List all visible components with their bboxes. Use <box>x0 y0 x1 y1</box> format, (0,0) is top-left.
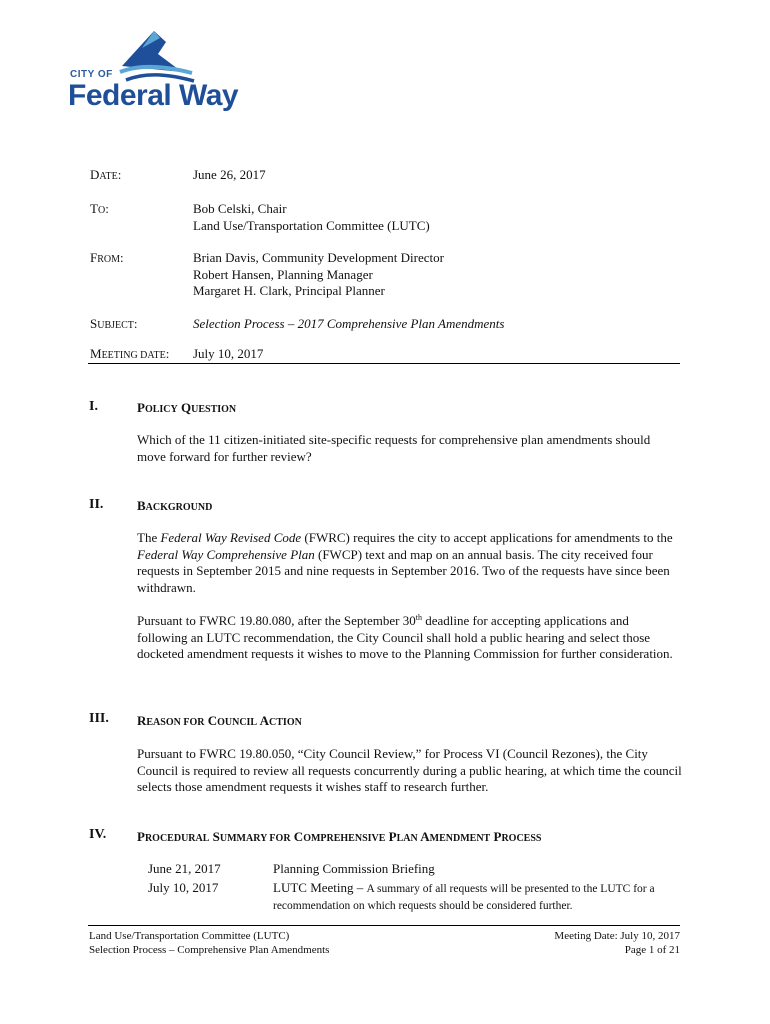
procedure-desc-detail: A summary of all requests will be presented to the LUTC for a recommendation on which requests should be considered further. <box>273 883 655 912</box>
to-line-2: Land Use/Transportation Committee (LUTC) <box>193 217 430 233</box>
section-2-paragraph-2 <box>137 613 682 663</box>
date-label: DATE: <box>90 167 122 182</box>
procedure-desc-lead: LUTC Meeting – <box>273 880 367 895</box>
procedure-description: Planning Commission Briefing <box>273 861 435 876</box>
subject-label: SUBJECT: <box>90 316 138 331</box>
section-3-title: REASON FOR COUNCIL ACTION <box>137 713 302 728</box>
procedure-date: June 21, 2017 <box>148 861 221 876</box>
meeting-date-label: MEETING DATE: <box>90 346 170 361</box>
fwcp-title: Federal Way Comprehensive Plan <box>137 546 315 562</box>
to-label: TO: <box>90 201 109 216</box>
fwrc-title: Federal Way Revised Code <box>160 530 302 545</box>
from-line-1: Brian Davis, Community Development Director <box>193 250 444 265</box>
section-2-number: II. <box>89 497 104 512</box>
logo-federal-way: Federal Way <box>68 79 239 112</box>
text-run: (FWRC) requires the city to accept applications for amendments to the <box>301 530 673 545</box>
date-value: June 26, 2017 <box>193 167 266 182</box>
footer-subject: Selection Process – Comprehensive Plan Amendments <box>89 944 330 956</box>
footer-committee: Land Use/Transportation Committee (LUTC) <box>89 930 290 942</box>
from-line-2: Robert Hansen, Planning Manager <box>193 266 373 282</box>
from-value <box>193 250 444 300</box>
section-2-paragraph-1 <box>137 530 682 596</box>
section-1-title: POLICY QUESTION <box>137 400 237 415</box>
text-run: The <box>137 530 161 545</box>
footer-left <box>89 929 329 957</box>
footer-page-number: Page 1 of 21 <box>624 944 680 956</box>
text-run: Pursuant to FWRC 19.80.080, after the September 30 <box>137 613 416 628</box>
section-3-number: III. <box>89 711 109 726</box>
procedure-date: July 10, 2017 <box>148 880 219 895</box>
section-1-text: Which of the 11 citizen-initiated site-specific requests for comprehensive plan amendments should move forward for further review? <box>137 432 651 464</box>
from-line-3: Margaret H. Clark, Principal Planner <box>193 283 385 298</box>
from-label: FROM: <box>90 250 124 265</box>
footer-divider <box>88 925 680 926</box>
section-4-title: PROCEDURAL SUMMARY FOR COMPREHENSIVE PLAN AMENDMENT PROCESS <box>137 829 542 844</box>
section-4-number: IV. <box>89 827 107 842</box>
to-value <box>193 201 430 234</box>
ordinal-suffix: th <box>415 613 422 622</box>
section-1-number: I. <box>89 399 98 414</box>
section-3-text: Pursuant to FWRC 19.80.050, “City Council Review,” for Process VI (Council Rezones), the City Council is required to review all requests concurrently during a public hearing, at which time the council selects those amendment requests it wishes staff to research further. <box>137 746 682 794</box>
subject-value: Selection Process – 2017 Comprehensive Plan Amendments <box>193 316 505 331</box>
text-run: deadline for accepting applications and following an LUTC recommendation, the City Council shall hold a public hearing and select those docketed amendment requests it wishes to move to the Planning Commission for further consideration. <box>137 613 673 661</box>
header-divider <box>88 363 680 364</box>
text-run: (FWCP) text and map on an annual basis. The city received four requests in September 2015 and nine requests in September 2016. Two of the requests have since been withdrawn. <box>137 546 670 595</box>
procedure-description <box>273 880 673 914</box>
footer-right <box>554 929 680 957</box>
city-logo <box>70 28 250 120</box>
section-2-title: BACKGROUND <box>137 498 213 513</box>
logo-city-of: CITY OF <box>70 69 113 80</box>
footer-meeting-date: Meeting Date: July 10, 2017 <box>554 930 680 942</box>
to-line-1: Bob Celski, Chair <box>193 201 287 216</box>
meeting-date-value: July 10, 2017 <box>193 346 264 361</box>
